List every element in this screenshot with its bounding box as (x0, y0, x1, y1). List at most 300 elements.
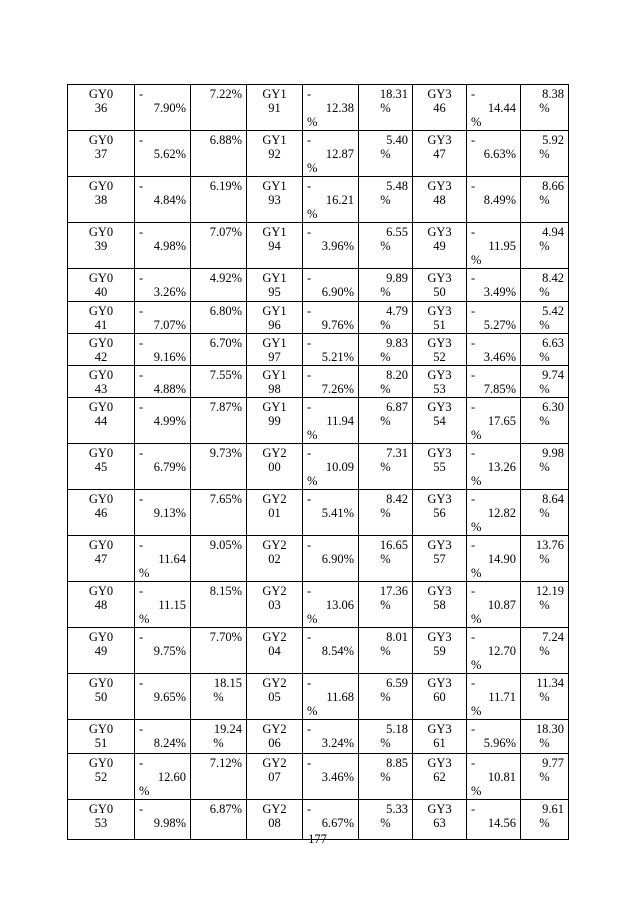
cell-text-line: 6.63 (542, 336, 564, 350)
table-cell (135, 398, 191, 444)
cell-text-line: - (307, 179, 312, 193)
table-cell (303, 366, 359, 398)
table-row (68, 177, 569, 223)
table-cell (303, 334, 359, 366)
table-cell (521, 674, 569, 720)
table-cell (68, 490, 135, 536)
cell-text-line: % (539, 101, 550, 115)
cell-text-line: 63 (433, 816, 446, 830)
cell-text-line: GY0 (88, 492, 114, 506)
cell-text-line: GY0 (88, 630, 114, 644)
cell-text-line: GY3 (427, 87, 452, 101)
cell-text-line: - (139, 87, 144, 101)
table-cell (247, 334, 303, 366)
cell-text-line: 97 (268, 350, 281, 364)
cell-text-line: 8.24% (153, 736, 186, 750)
cell-text-line: 48 (433, 193, 446, 207)
cell-text-line: 03 (268, 598, 281, 612)
cell-text-line: GY0 (88, 584, 114, 598)
cell-text-line: 45 (94, 460, 108, 474)
table-cell (191, 754, 247, 800)
table-cell (413, 334, 467, 366)
table-cell (521, 754, 569, 800)
cell-text-line: 4.94 (542, 225, 564, 239)
cell-text-line: % (539, 460, 550, 474)
cell-text-line: % (307, 115, 318, 129)
table-cell (68, 334, 135, 366)
cell-text-line: 17.36 (379, 584, 408, 598)
table-cell (467, 269, 521, 302)
cell-text-line: % (380, 690, 391, 704)
cell-text-line: - (139, 225, 144, 239)
cell-text-line: % (539, 598, 550, 612)
cell-text-line: 9.98% (153, 816, 186, 830)
table-cell (359, 85, 413, 131)
table-cell (521, 444, 569, 490)
cell-text-line: 7.90% (153, 101, 186, 115)
cell-text-line: 91 (268, 101, 281, 115)
table-cell (467, 720, 521, 754)
table-cell (521, 131, 569, 177)
table-cell (303, 582, 359, 628)
cell-text-line: 10.81 (487, 770, 516, 784)
cell-text-line: % (539, 770, 550, 784)
cell-text-line: 7.07% (209, 225, 242, 239)
table-cell (247, 269, 303, 302)
cell-text-line: GY1 (262, 225, 287, 239)
cell-text-line: 7.26% (321, 382, 354, 396)
table-row (68, 269, 569, 302)
table-cell (68, 85, 135, 131)
table-cell (303, 223, 359, 269)
table-cell (467, 444, 521, 490)
table-cell (247, 444, 303, 490)
table-cell (359, 177, 413, 223)
cell-text-line: % (380, 101, 391, 115)
table-cell (359, 398, 413, 444)
table-cell (303, 177, 359, 223)
cell-text-line: 6.19% (209, 179, 242, 193)
cell-text-line: - (307, 87, 312, 101)
cell-text-line: 59 (433, 644, 446, 658)
cell-text-line: 41 (94, 318, 108, 332)
cell-text-line: - (471, 87, 476, 101)
cell-text-line: % (380, 460, 391, 474)
cell-text-line: 5.62% (153, 147, 186, 161)
table-cell (413, 674, 467, 720)
cell-text-line: GY2 (262, 722, 287, 736)
cell-text-line: GY0 (88, 368, 114, 382)
cell-text-line: 6.79% (153, 460, 186, 474)
cell-text-line: % (380, 285, 391, 299)
cell-text-line: GY2 (262, 630, 287, 644)
data-table (67, 84, 569, 840)
cell-text-line: GY1 (262, 368, 287, 382)
cell-text-line: 9.16% (153, 350, 186, 364)
table-cell (68, 398, 135, 444)
table-cell (191, 674, 247, 720)
cell-text-line: - (307, 271, 312, 285)
table-cell (68, 131, 135, 177)
cell-text-line: 8.54% (321, 644, 354, 658)
cell-text-line: % (471, 428, 482, 442)
cell-text-line: GY3 (427, 756, 452, 770)
cell-text-line: % (539, 239, 550, 253)
cell-text-line: % (471, 612, 482, 626)
table-cell (191, 269, 247, 302)
cell-text-line: % (539, 193, 550, 207)
cell-text-line: 9.73% (209, 446, 242, 460)
table-cell (68, 674, 135, 720)
table-row (68, 85, 569, 131)
cell-text-line: % (539, 318, 550, 332)
table-cell (135, 269, 191, 302)
cell-text-line: 9.75% (153, 644, 186, 658)
cell-text-line: - (471, 722, 476, 736)
table-row (68, 674, 569, 720)
cell-text-line: 11.34 (536, 676, 564, 690)
table-cell (247, 177, 303, 223)
table-cell (413, 177, 467, 223)
table-row (68, 444, 569, 490)
cell-text-line: 7.55% (209, 368, 242, 382)
cell-text-line: 5.21% (321, 350, 354, 364)
cell-text-line: 06 (268, 736, 281, 750)
cell-text-line: 7.07% (153, 318, 186, 332)
cell-text-line: 56 (433, 506, 446, 520)
table-cell (521, 269, 569, 302)
cell-text-line: % (380, 239, 391, 253)
table-cell (191, 334, 247, 366)
table-cell (68, 536, 135, 582)
table-cell (359, 223, 413, 269)
cell-text-line: 05 (268, 690, 281, 704)
cell-text-line: GY0 (88, 304, 114, 318)
cell-text-line: % (307, 704, 318, 718)
table-cell (467, 398, 521, 444)
cell-text-line: - (307, 400, 312, 414)
cell-text-line: GY1 (262, 336, 287, 350)
cell-text-line: - (139, 446, 144, 460)
cell-text-line: 3.46% (483, 350, 516, 364)
table-cell (303, 85, 359, 131)
cell-text-line: 5.42 (542, 304, 564, 318)
cell-text-line: - (139, 538, 144, 552)
cell-text-line: - (307, 133, 312, 147)
table-row (68, 366, 569, 398)
cell-text-line: - (139, 802, 144, 816)
cell-text-line: GY2 (262, 756, 287, 770)
cell-text-line: 10.09 (325, 460, 354, 474)
table-cell (303, 490, 359, 536)
table-cell (521, 223, 569, 269)
table-cell (135, 490, 191, 536)
table-cell (247, 223, 303, 269)
cell-text-line: 11.95 (488, 239, 516, 253)
cell-text-line: % (139, 566, 150, 580)
cell-text-line: - (471, 538, 476, 552)
table-cell (191, 302, 247, 334)
cell-text-line: 12.87 (325, 147, 354, 161)
cell-text-line: - (307, 802, 312, 816)
table-cell (191, 223, 247, 269)
cell-text-line: 5.41% (321, 506, 354, 520)
cell-text-line: - (471, 756, 476, 770)
cell-text-line: % (307, 428, 318, 442)
table-cell (467, 177, 521, 223)
cell-text-line: - (139, 133, 144, 147)
cell-text-line: GY2 (262, 676, 287, 690)
table-cell (413, 398, 467, 444)
cell-text-line: 7.31 (386, 446, 408, 460)
cell-text-line: - (471, 584, 476, 598)
table-cell (135, 85, 191, 131)
cell-text-line: 37 (94, 147, 108, 161)
cell-text-line: 99 (268, 414, 281, 428)
cell-text-line: % (380, 350, 391, 364)
table-cell (191, 582, 247, 628)
table-cell (135, 334, 191, 366)
cell-text-line: 8.20 (386, 368, 408, 382)
table-cell (359, 720, 413, 754)
cell-text-line: % (380, 644, 391, 658)
table-cell (413, 754, 467, 800)
table-cell (413, 444, 467, 490)
cell-text-line: - (307, 538, 312, 552)
cell-text-line: % (539, 382, 550, 396)
table-cell (521, 302, 569, 334)
table-cell (413, 582, 467, 628)
cell-text-line: 6.90% (321, 285, 354, 299)
cell-text-line: 93 (268, 193, 281, 207)
cell-text-line: - (139, 630, 144, 644)
table-cell (135, 444, 191, 490)
table-cell (247, 131, 303, 177)
table-cell (359, 674, 413, 720)
table-cell (467, 490, 521, 536)
cell-text-line: 53 (94, 816, 108, 830)
cell-text-line: % (307, 612, 318, 626)
cell-text-line: - (471, 336, 476, 350)
table-cell (247, 302, 303, 334)
table-cell (303, 674, 359, 720)
cell-text-line: 5.27% (483, 318, 516, 332)
cell-text-line: 11.64 (158, 552, 186, 566)
cell-text-line: % (539, 414, 550, 428)
cell-text-line: - (471, 368, 476, 382)
cell-text-line: - (471, 492, 476, 506)
table-cell (247, 582, 303, 628)
table-cell (68, 628, 135, 674)
cell-text-line: 40 (94, 285, 108, 299)
cell-text-line: % (380, 318, 391, 332)
cell-text-line: GY0 (88, 676, 114, 690)
cell-text-line: GY0 (88, 271, 114, 285)
cell-text-line: % (539, 736, 550, 750)
cell-text-line: 95 (268, 285, 281, 299)
table-cell (467, 334, 521, 366)
cell-text-line: 7.12% (209, 756, 242, 770)
cell-text-line: 8.66 (542, 179, 564, 193)
table-cell (467, 302, 521, 334)
cell-text-line: % (471, 253, 482, 267)
cell-text-line: 5.92 (542, 133, 564, 147)
cell-text-line: GY3 (427, 722, 452, 736)
cell-text-line: GY2 (262, 802, 287, 816)
cell-text-line: 4.99% (153, 414, 186, 428)
cell-text-line: % (380, 598, 391, 612)
cell-text-line: GY0 (88, 336, 114, 350)
cell-text-line: 6.70% (209, 336, 242, 350)
cell-text-line: GY1 (262, 133, 287, 147)
cell-text-line: GY3 (427, 336, 452, 350)
cell-text-line: - (139, 271, 144, 285)
cell-text-line: 47 (94, 552, 108, 566)
table-row (68, 582, 569, 628)
cell-text-line: - (471, 133, 476, 147)
cell-text-line: 12.38 (325, 101, 354, 115)
cell-text-line: % (307, 474, 318, 488)
cell-text-line: GY2 (262, 584, 287, 598)
cell-text-line: - (139, 368, 144, 382)
cell-text-line: % (539, 506, 550, 520)
cell-text-line: 01 (268, 506, 281, 520)
cell-text-line: 96 (268, 318, 281, 332)
cell-text-line: 94 (268, 239, 281, 253)
cell-text-line: 12.70 (487, 644, 516, 658)
cell-text-line: GY0 (88, 133, 114, 147)
cell-text-line: % (307, 161, 318, 175)
cell-text-line: % (139, 612, 150, 626)
cell-text-line: - (139, 722, 144, 736)
table-cell (303, 398, 359, 444)
cell-text-line: % (139, 784, 150, 798)
table-cell (303, 444, 359, 490)
cell-text-line: GY3 (427, 446, 452, 460)
cell-text-line: - (139, 336, 144, 350)
cell-text-line: GY3 (427, 584, 452, 598)
cell-text-line: GY2 (262, 538, 287, 552)
cell-text-line: - (139, 676, 144, 690)
cell-text-line: GY2 (262, 492, 287, 506)
table-body (68, 85, 569, 840)
cell-text-line: GY1 (262, 87, 287, 101)
table-cell (68, 754, 135, 800)
table-cell (303, 754, 359, 800)
table-cell (135, 674, 191, 720)
table-cell (521, 536, 569, 582)
cell-text-line: GY0 (88, 87, 114, 101)
cell-text-line: GY0 (88, 802, 114, 816)
cell-text-line: - (307, 630, 312, 644)
cell-text-line: 9.05% (209, 538, 242, 552)
cell-text-line: 19.24 (213, 722, 242, 736)
cell-text-line: 17.65 (487, 414, 516, 428)
cell-text-line: 51 (94, 736, 108, 750)
cell-text-line: 3.46% (321, 770, 354, 784)
table-cell (191, 628, 247, 674)
cell-text-line: - (307, 492, 312, 506)
table-cell (359, 366, 413, 398)
cell-text-line: 8.49% (483, 193, 516, 207)
cell-text-line: 12.82 (487, 506, 516, 520)
table-cell (467, 536, 521, 582)
cell-text-line: % (380, 414, 391, 428)
cell-text-line: 18.30 (535, 722, 564, 736)
cell-text-line: 50 (94, 690, 108, 704)
table-cell (247, 366, 303, 398)
cell-text-line: 53 (433, 382, 446, 396)
table-cell (521, 582, 569, 628)
cell-text-line: % (539, 816, 550, 830)
cell-text-line: 8.64 (542, 492, 564, 506)
table-cell (135, 582, 191, 628)
table-cell (135, 536, 191, 582)
cell-text-line: 6.87 (386, 400, 408, 414)
cell-text-line: GY3 (427, 630, 452, 644)
cell-text-line: 11.71 (488, 690, 516, 704)
cell-text-line: 9.74 (542, 368, 564, 382)
cell-text-line: 08 (268, 816, 281, 830)
cell-text-line: - (471, 225, 476, 239)
cell-text-line: 3.24% (321, 736, 354, 750)
cell-text-line: 9.61 (542, 802, 564, 816)
table-cell (135, 720, 191, 754)
table-cell (521, 490, 569, 536)
cell-text-line: GY3 (427, 538, 452, 552)
cell-text-line: 58 (433, 598, 446, 612)
cell-text-line: - (307, 225, 312, 239)
cell-text-line: % (539, 690, 550, 704)
table-cell (135, 177, 191, 223)
cell-text-line: 36 (94, 101, 108, 115)
table-cell (467, 131, 521, 177)
table-cell (359, 582, 413, 628)
cell-text-line: 8.42 (386, 492, 408, 506)
cell-text-line: 52 (433, 350, 446, 364)
table-cell (247, 85, 303, 131)
cell-text-line: GY3 (427, 492, 452, 506)
cell-text-line: - (307, 304, 312, 318)
cell-text-line: 3.26% (153, 285, 186, 299)
table-cell (68, 223, 135, 269)
table-cell (413, 536, 467, 582)
table-cell (68, 582, 135, 628)
table-cell (68, 366, 135, 398)
table-cell (359, 754, 413, 800)
cell-text-line: GY0 (88, 446, 114, 460)
cell-text-line: 14.90 (487, 552, 516, 566)
cell-text-line: % (380, 770, 391, 784)
table-cell (359, 302, 413, 334)
cell-text-line: - (471, 802, 476, 816)
cell-text-line: 6.87% (209, 802, 242, 816)
cell-text-line: 9.83 (386, 336, 408, 350)
cell-text-line: GY3 (427, 802, 452, 816)
table-cell (247, 628, 303, 674)
cell-text-line: 7.65% (209, 492, 242, 506)
table-cell (135, 754, 191, 800)
cell-text-line: 7.22% (209, 87, 242, 101)
cell-text-line: GY3 (427, 304, 452, 318)
table-cell (521, 398, 569, 444)
cell-text-line: 02 (268, 552, 281, 566)
cell-text-line: 14.56 (487, 816, 516, 830)
table-cell (191, 177, 247, 223)
table-cell (521, 85, 569, 131)
cell-text-line: % (471, 566, 482, 580)
cell-text-line: 38 (94, 193, 108, 207)
